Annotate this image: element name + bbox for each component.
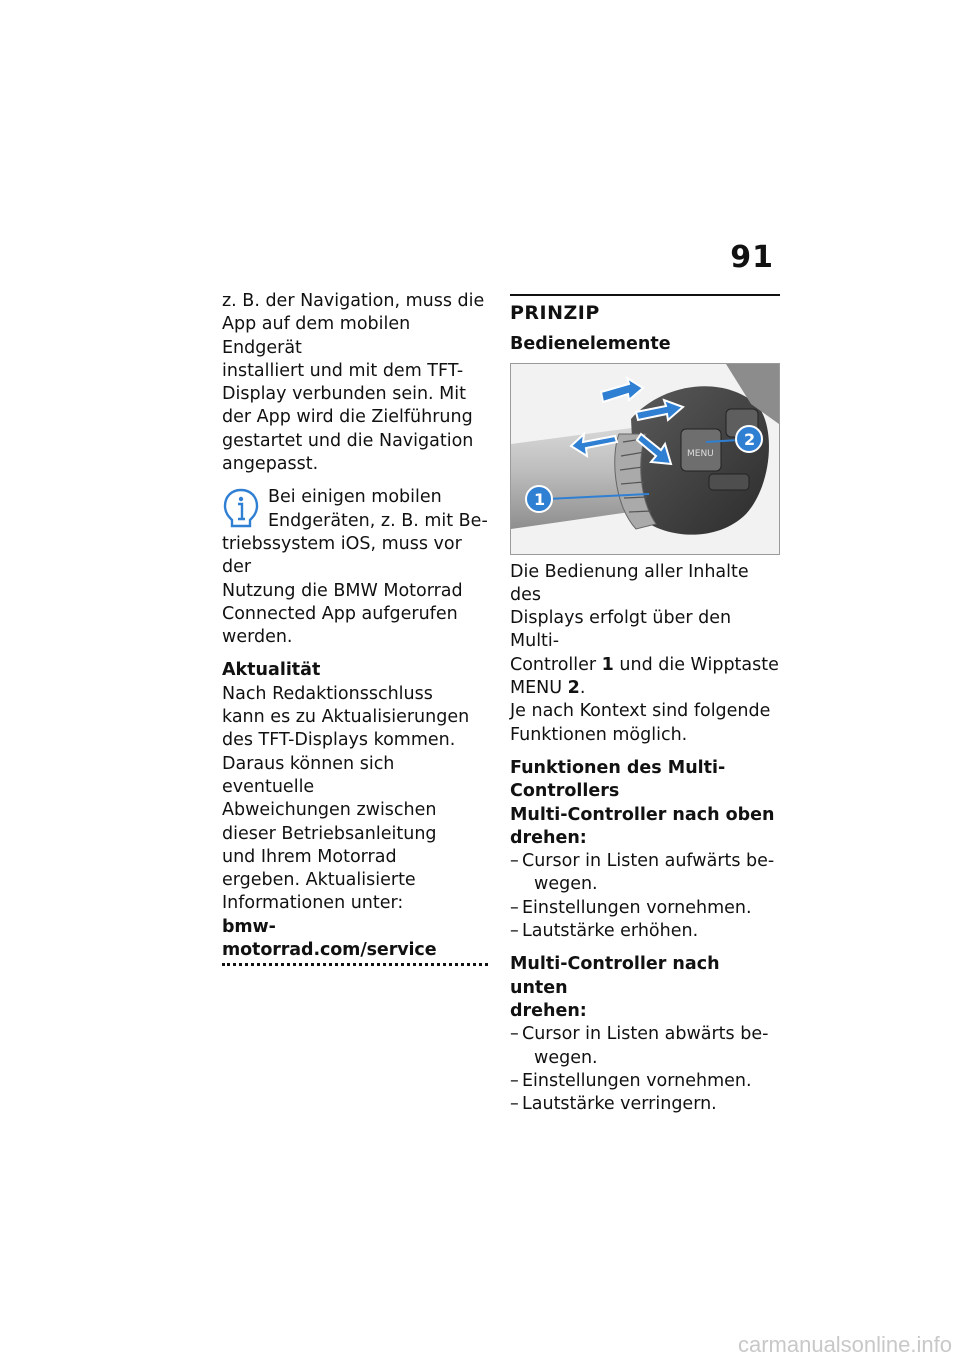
right-column: [510, 290, 780, 1126]
note-line: Connected App aufgerufen: [222, 603, 458, 624]
ref-menu-number: 2: [567, 678, 580, 699]
desc-line: .: [579, 678, 586, 699]
menu-button-label: MENU: [687, 448, 714, 459]
note-line: triebssystem iOS, muss vor der: [222, 533, 462, 578]
ref-controller-number: 1: [601, 654, 614, 675]
handlebar-drawing: [511, 364, 779, 554]
rotate-down-heading: [510, 953, 780, 1023]
list-item: [510, 1023, 780, 1070]
intro-line: z. B. der Navigation, muss die: [222, 291, 485, 311]
intro-line: gestartet und die Navigation: [222, 430, 474, 451]
info-note: [222, 486, 488, 649]
desc-line: Displays erfolgt über den Multi-: [510, 608, 732, 652]
update-line: Abweichungen zwischen: [222, 800, 437, 821]
note-line: werden.: [222, 627, 293, 648]
watermark: carmanualsonline.info: [737, 1332, 952, 1357]
update-line: des TFT-Displays kommen.: [222, 730, 456, 751]
intro-paragraph: [222, 290, 488, 476]
list-item-text: Einstellungen vornehmen.: [522, 897, 752, 918]
section-divider: [510, 294, 780, 296]
note-line: Endgeräten, z. B. mit Be-: [268, 510, 488, 531]
update-heading: Aktualität: [222, 660, 321, 681]
update-line: dieser Betriebsanleitung: [222, 823, 437, 844]
functions-heading-line: Funktionen des Multi-: [510, 757, 726, 778]
list-item-text: Cursor in Listen aufwärts be-wegen.: [522, 851, 775, 895]
list-item: [510, 850, 780, 897]
list-item-text: Cursor in Listen abwärts be-wegen.: [522, 1024, 769, 1068]
note-line: Bei einigen mobilen: [268, 487, 442, 508]
intro-line: App auf dem mobilen Endgerät: [222, 314, 411, 358]
functions-heading: [510, 757, 780, 804]
list-item: [510, 1070, 780, 1093]
update-line: Daraus können sich eventuelle: [222, 753, 395, 797]
rotate-down-list: [510, 1023, 780, 1116]
desc-line: und die Wipptaste: [613, 654, 779, 675]
section-title: PRINZIP: [510, 302, 600, 324]
rotate-down-heading-line: drehen:: [510, 1000, 587, 1021]
intro-line: angepasst.: [222, 454, 319, 475]
callout-2-number: 2: [744, 429, 756, 449]
controls-heading: Bedienelemente: [510, 334, 671, 355]
update-paragraph: [222, 683, 488, 967]
controls-description: [510, 561, 780, 747]
list-item: [510, 1093, 780, 1116]
lower-button: [709, 474, 749, 490]
list-item-text: Lautstärke verringern.: [522, 1094, 717, 1115]
rotate-down-heading-line: Multi-Controller nach unten: [510, 954, 720, 998]
functions-heading-line: Controllers: [510, 781, 620, 802]
update-line: ergeben. Aktualisierte: [222, 870, 416, 891]
rotate-up-heading-line: drehen:: [510, 827, 587, 848]
update-line: Informationen unter:: [222, 893, 404, 914]
desc-line: Controller: [510, 654, 602, 675]
intro-line: Display verbunden sein. Mit: [222, 384, 466, 405]
list-item-text: Lautstärke erhöhen.: [522, 921, 699, 942]
intro-line: installiert und mit dem TFT-: [222, 360, 464, 381]
service-link[interactable]: bmw-motorrad.com/service: [222, 916, 488, 967]
update-line: und Ihrem Motorrad: [222, 846, 397, 867]
desc-line: Je nach Kontext sind folgende: [510, 701, 771, 722]
intro-line: der App wird die Zielführung: [222, 407, 473, 428]
desc-line: Funktionen möglich.: [510, 724, 688, 745]
info-icon: [222, 488, 260, 528]
note-line: Nutzung die BMW Motorrad: [222, 580, 463, 601]
update-line: kann es zu Aktualisierungen: [222, 707, 470, 728]
rotate-up-heading: [510, 804, 780, 851]
desc-line: MENU: [510, 678, 568, 699]
desc-line: Die Bedienung aller Inhalte des: [510, 561, 749, 605]
left-column: [222, 290, 488, 966]
list-item: [510, 897, 780, 920]
update-line: Nach Redaktionsschluss: [222, 683, 433, 704]
rotate-up-list: [510, 850, 780, 943]
callout-1-number: 1: [534, 489, 546, 509]
list-item: [510, 920, 780, 943]
rotate-up-heading-line: Multi-Controller nach oben: [510, 804, 775, 825]
list-item-text: Einstellungen vornehmen.: [522, 1070, 752, 1091]
page-number: 91: [730, 240, 774, 275]
controller-illustration: [510, 363, 780, 555]
